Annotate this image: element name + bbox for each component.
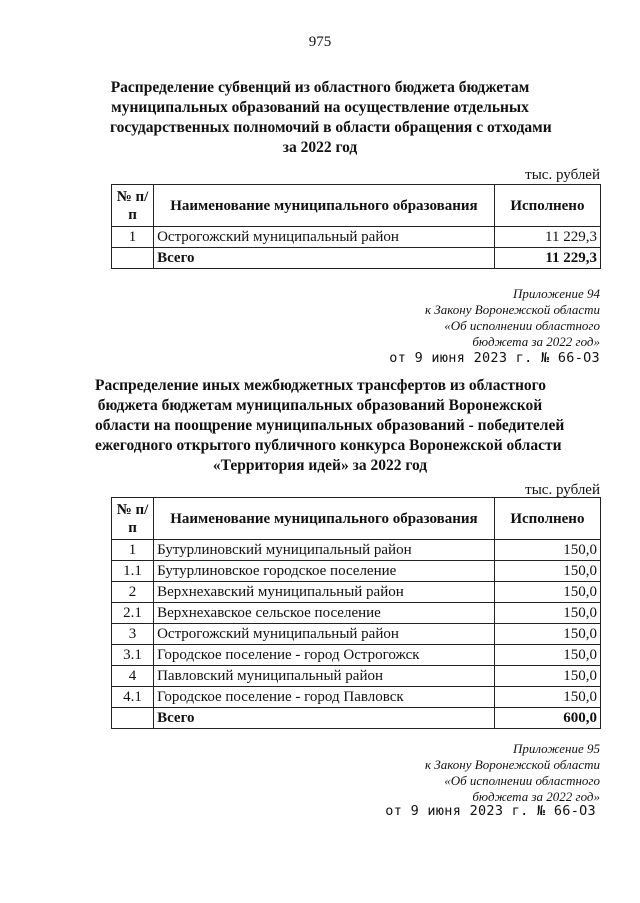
appendix-line: к Закону Воронежской области — [424, 302, 600, 317]
total-value: 600,0 — [494, 708, 600, 729]
row-number: 1 — [112, 227, 154, 248]
row-value: 150,0 — [494, 687, 600, 708]
table-header-row — [112, 498, 601, 540]
appendix-line: бюджета за 2022 год» — [472, 789, 600, 804]
section1-title-line: государственных полномочий в области обращения с отходами — [110, 119, 552, 136]
section1-title-line: Распределение субвенций из областного бюджета бюджетам — [110, 79, 530, 96]
row-value: 150,0 — [494, 561, 600, 582]
row-number: 4 — [112, 666, 154, 687]
section1-title-line: за 2022 год — [282, 139, 358, 156]
section2-title-line: области на поощрение муниципальных образований - победителей — [95, 417, 565, 434]
header-name: Наименование муниципального образования — [154, 185, 495, 227]
header-name: Наименование муниципального образования — [154, 498, 495, 540]
row-value: 150,0 — [494, 624, 600, 645]
section1-title — [110, 78, 552, 158]
row-name: Павловский муниципальный район — [154, 666, 495, 687]
header-executed: Исполнено — [494, 185, 600, 227]
total-label: Всего — [154, 708, 495, 729]
row-value: 11 229,3 — [494, 227, 600, 248]
row-number: 2.1 — [112, 603, 154, 624]
row-number: 3 — [112, 624, 154, 645]
table-header-row — [112, 185, 601, 227]
appendix95-stamp: от 9 июня 2023 г. № 66-ОЗ — [385, 803, 596, 819]
row-value: 150,0 — [494, 603, 600, 624]
total-number — [112, 248, 154, 269]
row-number: 1.1 — [112, 561, 154, 582]
header-number: № п/п — [112, 185, 154, 227]
table-row — [112, 645, 601, 666]
table-row — [112, 561, 601, 582]
table-row — [112, 540, 601, 561]
table-row — [112, 227, 601, 248]
table-row — [112, 603, 601, 624]
row-name: Верхнехавский муниципальный район — [154, 582, 495, 603]
table-total-row — [112, 708, 601, 729]
table-row — [112, 624, 601, 645]
appendix-line: Приложение 94 — [512, 286, 600, 301]
row-value: 150,0 — [494, 645, 600, 666]
row-number: 3.1 — [112, 645, 154, 666]
row-number: 1 — [112, 540, 154, 561]
section2-title-line: бюджета бюджетам муниципальных образований Воронежской — [97, 397, 543, 414]
section2-title-line: «Территория идей» за 2022 год — [212, 457, 428, 474]
row-name: Бутурлиновский муниципальный район — [154, 540, 495, 561]
section1-unit: тыс. рублей — [525, 167, 600, 183]
appendix95-note — [425, 741, 600, 805]
row-value: 150,0 — [494, 666, 600, 687]
row-value: 150,0 — [494, 582, 600, 603]
row-name: Городское поселение - город Острогожск — [154, 645, 495, 666]
appendix-line: «Об исполнении областного — [444, 773, 600, 788]
row-name: Острогожский муниципальный район — [154, 227, 495, 248]
appendix94-stamp: от 9 июня 2023 г. № 66-ОЗ — [389, 350, 600, 366]
appendix94-note — [425, 286, 600, 350]
section2-title-line: Распределение иных межбюджетных трансфертов из областного — [95, 377, 547, 394]
row-number: 2 — [112, 582, 154, 603]
row-name: Бутурлиновское городское поселение — [154, 561, 495, 582]
section2-table — [111, 497, 601, 729]
section1-table — [111, 184, 601, 269]
section2-title — [95, 376, 565, 476]
appendix-line: к Закону Воронежской области — [424, 757, 600, 772]
section2-unit: тыс. рублей — [525, 482, 600, 498]
section2-title-line: ежегодного открытого публичного конкурса Воронежской области — [95, 437, 562, 454]
header-executed: Исполнено — [494, 498, 600, 540]
table-row — [112, 582, 601, 603]
header-number: № п/п — [112, 498, 154, 540]
table-row — [112, 666, 601, 687]
section1-title-line: муниципальных образований на осуществление отдельных — [111, 99, 529, 116]
table-row — [112, 687, 601, 708]
appendix-line: Приложение 95 — [512, 741, 600, 756]
total-value: 11 229,3 — [494, 248, 600, 269]
appendix-line: «Об исполнении областного — [444, 318, 600, 333]
total-number — [112, 708, 154, 729]
row-name: Верхнехавское сельское поселение — [154, 603, 495, 624]
row-name: Городское поселение - город Павловск — [154, 687, 495, 708]
row-number: 4.1 — [112, 687, 154, 708]
total-label: Всего — [154, 248, 495, 269]
appendix-line: бюджета за 2022 год» — [472, 334, 600, 349]
row-value: 150,0 — [494, 540, 600, 561]
table-total-row — [112, 248, 601, 269]
row-name: Острогожский муниципальный район — [154, 624, 495, 645]
page-number: 975 — [308, 34, 332, 50]
